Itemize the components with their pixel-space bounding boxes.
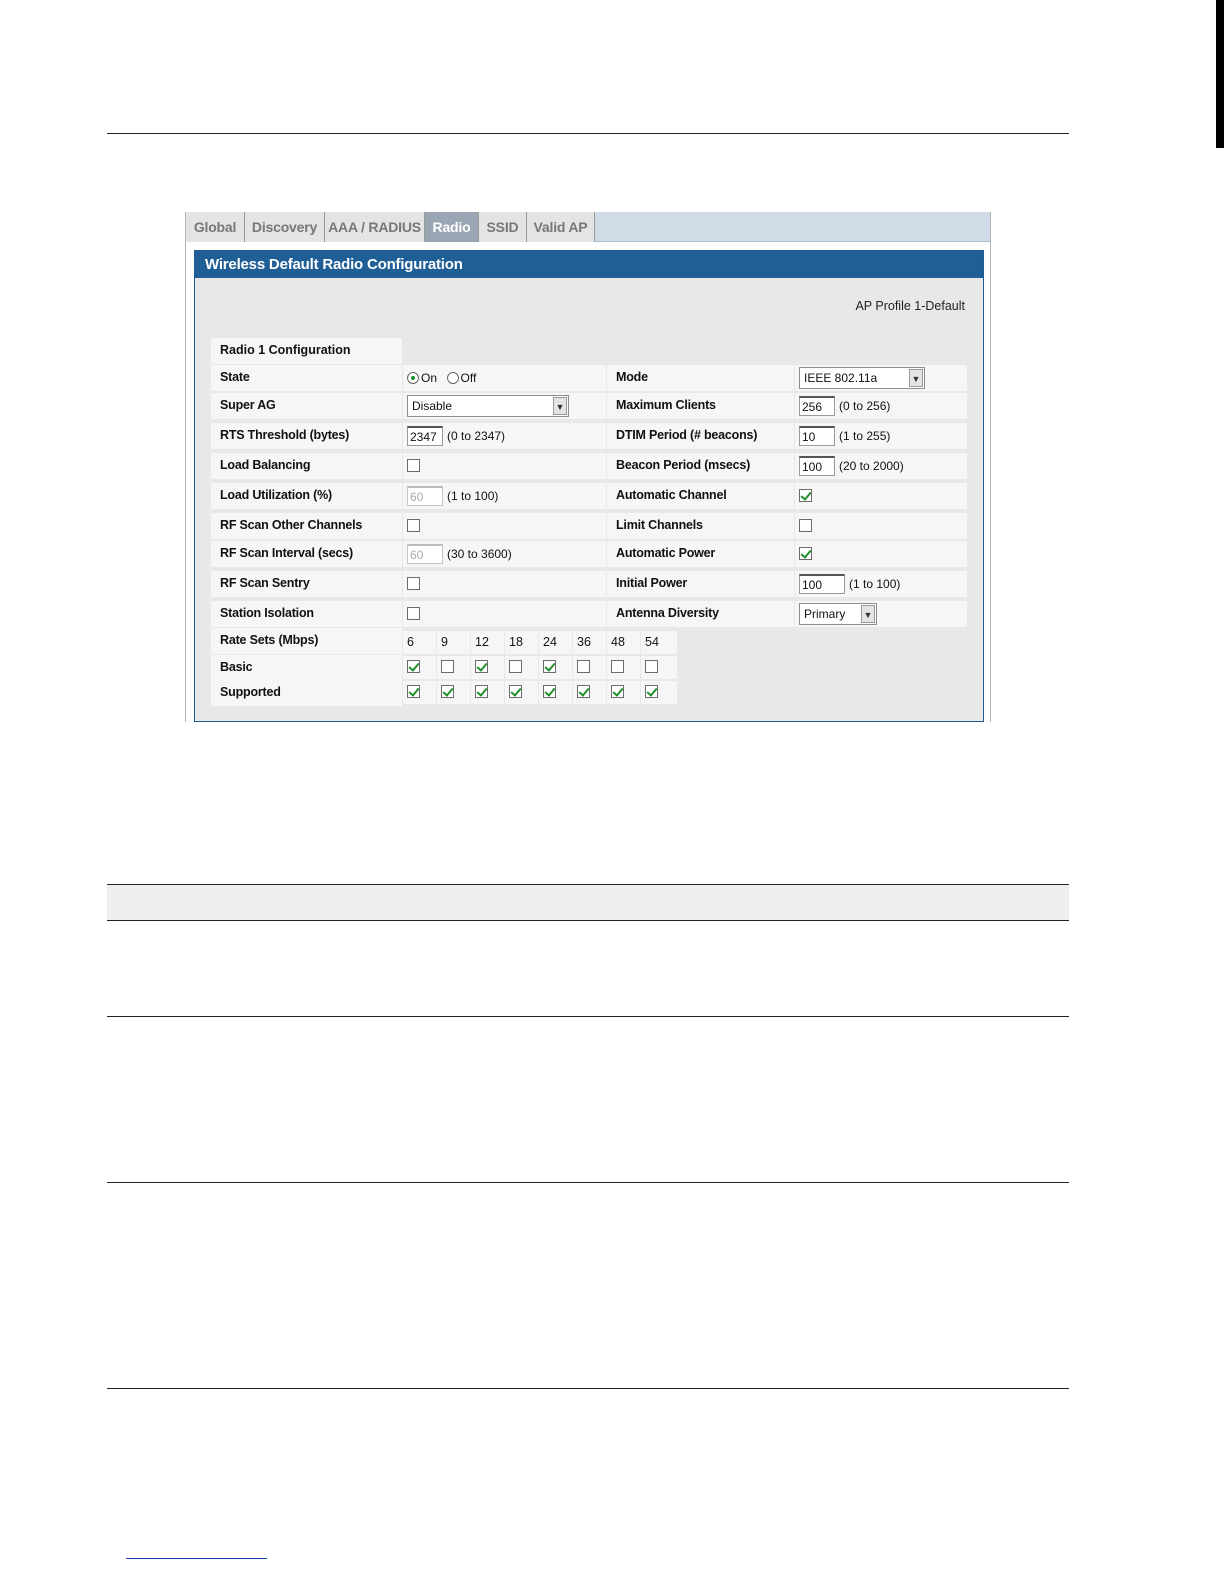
- auto-power-checkbox[interactable]: [799, 547, 812, 560]
- tab-ssid[interactable]: SSID: [479, 212, 527, 242]
- auto-power-label: Automatic Power: [607, 541, 794, 567]
- supported-rate-36-checkbox[interactable]: [577, 685, 590, 698]
- state-on-radio[interactable]: [407, 372, 419, 384]
- station-isolation-label: Station Isolation: [211, 601, 402, 627]
- load-utilization-range: (1 to 100): [447, 488, 499, 503]
- panel-title: Wireless Default Radio Configuration: [195, 251, 983, 278]
- supported-rate-cell: [607, 681, 640, 704]
- super-ag-select-value: Disable: [412, 398, 453, 413]
- supported-rate-12-checkbox[interactable]: [475, 685, 488, 698]
- load-balancing-label: Load Balancing: [211, 453, 402, 479]
- supported-rate-6-checkbox[interactable]: [407, 685, 420, 698]
- supported-rate-cell: [471, 681, 504, 704]
- rf-scan-other-label: RF Scan Other Channels: [211, 513, 402, 539]
- basic-rate-cell: [437, 656, 470, 679]
- max-clients-label: Maximum Clients: [607, 393, 794, 419]
- tab-discovery[interactable]: Discovery: [245, 212, 325, 242]
- supported-rate-cell: [641, 681, 677, 704]
- rf-scan-other-cell: [403, 513, 606, 539]
- rate-value-18: 18: [505, 631, 538, 654]
- mode-label: Mode: [607, 365, 794, 391]
- state-label: State: [211, 365, 402, 391]
- initial-power-range: (1 to 100): [849, 576, 901, 591]
- beacon-period-input[interactable]: 100: [799, 456, 835, 476]
- mode-select[interactable]: [799, 367, 925, 389]
- page-edge-marker: [1216, 0, 1224, 148]
- limit-channels-checkbox[interactable]: [799, 519, 812, 532]
- beacon-period-label: Beacon Period (msecs): [607, 453, 794, 479]
- rts-threshold-label: RTS Threshold (bytes): [211, 423, 402, 449]
- antenna-diversity-value: Primary: [804, 606, 846, 621]
- dtim-period-label: DTIM Period (# beacons): [607, 423, 794, 449]
- load-balancing-cell: [403, 453, 606, 479]
- rf-scan-sentry-label: RF Scan Sentry: [211, 571, 402, 597]
- chevron-down-icon: ▼: [553, 397, 567, 415]
- supported-rate-24-checkbox[interactable]: [543, 685, 556, 698]
- rts-threshold-input[interactable]: 2347: [407, 426, 443, 446]
- supported-rate-18-checkbox[interactable]: [509, 685, 522, 698]
- rf-scan-interval-range: (30 to 3600): [447, 546, 512, 561]
- rf-scan-sentry-checkbox[interactable]: [407, 577, 420, 590]
- basic-rate-cell: [641, 656, 677, 679]
- rf-scan-interval-label: RF Scan Interval (secs): [211, 541, 402, 567]
- basic-rate-9-checkbox[interactable]: [441, 660, 454, 673]
- load-utilization-input[interactable]: 60: [407, 486, 443, 506]
- supported-rate-9-checkbox[interactable]: [441, 685, 454, 698]
- supported-rate-cell: [539, 681, 572, 704]
- rts-threshold-range: (0 to 2347): [447, 428, 506, 443]
- rate-value-48: 48: [607, 631, 640, 654]
- ap-profile-label: AP Profile 1-Default: [855, 299, 965, 313]
- basic-rate-36-checkbox[interactable]: [577, 660, 590, 673]
- basic-rate-18-checkbox[interactable]: [509, 660, 522, 673]
- rate-value-36: 36: [573, 631, 606, 654]
- dtim-period-cell: [795, 423, 967, 449]
- max-clients-input[interactable]: 256: [799, 396, 835, 416]
- state-on-label: On: [421, 370, 438, 385]
- mode-cell: [795, 365, 967, 391]
- super-ag-cell: [403, 393, 606, 419]
- basic-rate-48-checkbox[interactable]: [611, 660, 624, 673]
- basic-rate-6-checkbox[interactable]: [407, 660, 420, 673]
- supported-rate-48-checkbox[interactable]: [611, 685, 624, 698]
- rate-value-9: 9: [437, 631, 470, 654]
- table-row-rule: [107, 1016, 1069, 1017]
- beacon-period-cell: [795, 453, 967, 479]
- basic-rate-cell: [573, 656, 606, 679]
- tab-radio[interactable]: Radio: [425, 212, 479, 242]
- header-rule: [107, 133, 1069, 134]
- beacon-period-range: (20 to 2000): [839, 458, 904, 473]
- load-utilization-label: Load Utilization (%): [211, 483, 402, 509]
- antenna-diversity-cell: [795, 601, 967, 627]
- load-balancing-checkbox[interactable]: [407, 459, 420, 472]
- supported-rate-cell: [437, 681, 470, 704]
- rate-value-24: 24: [539, 631, 572, 654]
- supported-rate-cell: [573, 681, 606, 704]
- basic-rate-cell: [505, 656, 538, 679]
- supported-rate-cell: [505, 681, 538, 704]
- basic-rates-label: Basic: [211, 655, 402, 681]
- basic-rate-24-checkbox[interactable]: [543, 660, 556, 673]
- initial-power-cell: [795, 571, 967, 597]
- supported-rate-54-checkbox[interactable]: [645, 685, 658, 698]
- mode-select-value: IEEE 802.11a: [804, 370, 878, 385]
- rf-scan-interval-cell: [403, 541, 606, 567]
- tab-global[interactable]: Global: [186, 212, 245, 242]
- rts-threshold-cell: [403, 423, 606, 449]
- basic-rate-cell: [403, 656, 436, 679]
- supported-rate-cell: [403, 681, 436, 704]
- auto-channel-cell: [795, 483, 967, 509]
- radio-config-screenshot: [185, 212, 991, 722]
- rf-scan-other-checkbox[interactable]: [407, 519, 420, 532]
- dtim-period-range: (1 to 255): [839, 428, 891, 443]
- rate-sets-label: Rate Sets (Mbps): [211, 628, 402, 654]
- auto-channel-checkbox[interactable]: [799, 489, 812, 502]
- limit-channels-label: Limit Channels: [607, 513, 794, 539]
- max-clients-range: (0 to 256): [839, 398, 891, 413]
- rate-value-6: 6: [403, 631, 436, 654]
- chevron-down-icon: ▼: [861, 605, 875, 623]
- radio-config-panel: [194, 250, 984, 722]
- super-ag-label: Super AG: [211, 393, 402, 419]
- state-off-radio[interactable]: [447, 372, 459, 384]
- max-clients-cell: [795, 393, 967, 419]
- rate-value-12: 12: [471, 631, 504, 654]
- tab-aaa-radius[interactable]: AAA / RADIUS: [325, 212, 425, 242]
- table-row-rule: [107, 1182, 1069, 1183]
- basic-rate-cell: [539, 656, 572, 679]
- basic-rate-cell: [471, 656, 504, 679]
- initial-power-input[interactable]: 100: [799, 574, 845, 594]
- basic-rate-54-checkbox[interactable]: [645, 660, 658, 673]
- footer-link-underline: [126, 1558, 267, 1559]
- antenna-diversity-label: Antenna Diversity: [607, 601, 794, 627]
- tab-valid-ap[interactable]: Valid AP: [527, 212, 595, 242]
- table-row-rule: [107, 1388, 1069, 1389]
- load-utilization-cell: [403, 483, 606, 509]
- state-control: [403, 365, 606, 391]
- rf-scan-sentry-cell: [403, 571, 606, 597]
- state-off-label: Off: [460, 370, 477, 385]
- dtim-period-input[interactable]: 10: [799, 426, 835, 446]
- limit-channels-cell: [795, 513, 967, 539]
- tab-bar: [186, 212, 991, 242]
- table-header-band: [107, 884, 1069, 921]
- station-isolation-checkbox[interactable]: [407, 607, 420, 620]
- auto-power-cell: [795, 541, 967, 567]
- initial-power-label: Initial Power: [607, 571, 794, 597]
- auto-channel-label: Automatic Channel: [607, 483, 794, 509]
- basic-rate-cell: [607, 656, 640, 679]
- rf-scan-interval-input[interactable]: 60: [407, 544, 443, 564]
- basic-rate-12-checkbox[interactable]: [475, 660, 488, 673]
- antenna-diversity-select[interactable]: [799, 603, 877, 625]
- super-ag-select[interactable]: [407, 395, 569, 417]
- supported-rates-label: Supported: [211, 680, 402, 706]
- section-header: Radio 1 Configuration: [211, 338, 402, 364]
- rate-value-54: 54: [641, 631, 677, 654]
- station-isolation-cell: [403, 601, 606, 627]
- chevron-down-icon: ▼: [909, 369, 923, 387]
